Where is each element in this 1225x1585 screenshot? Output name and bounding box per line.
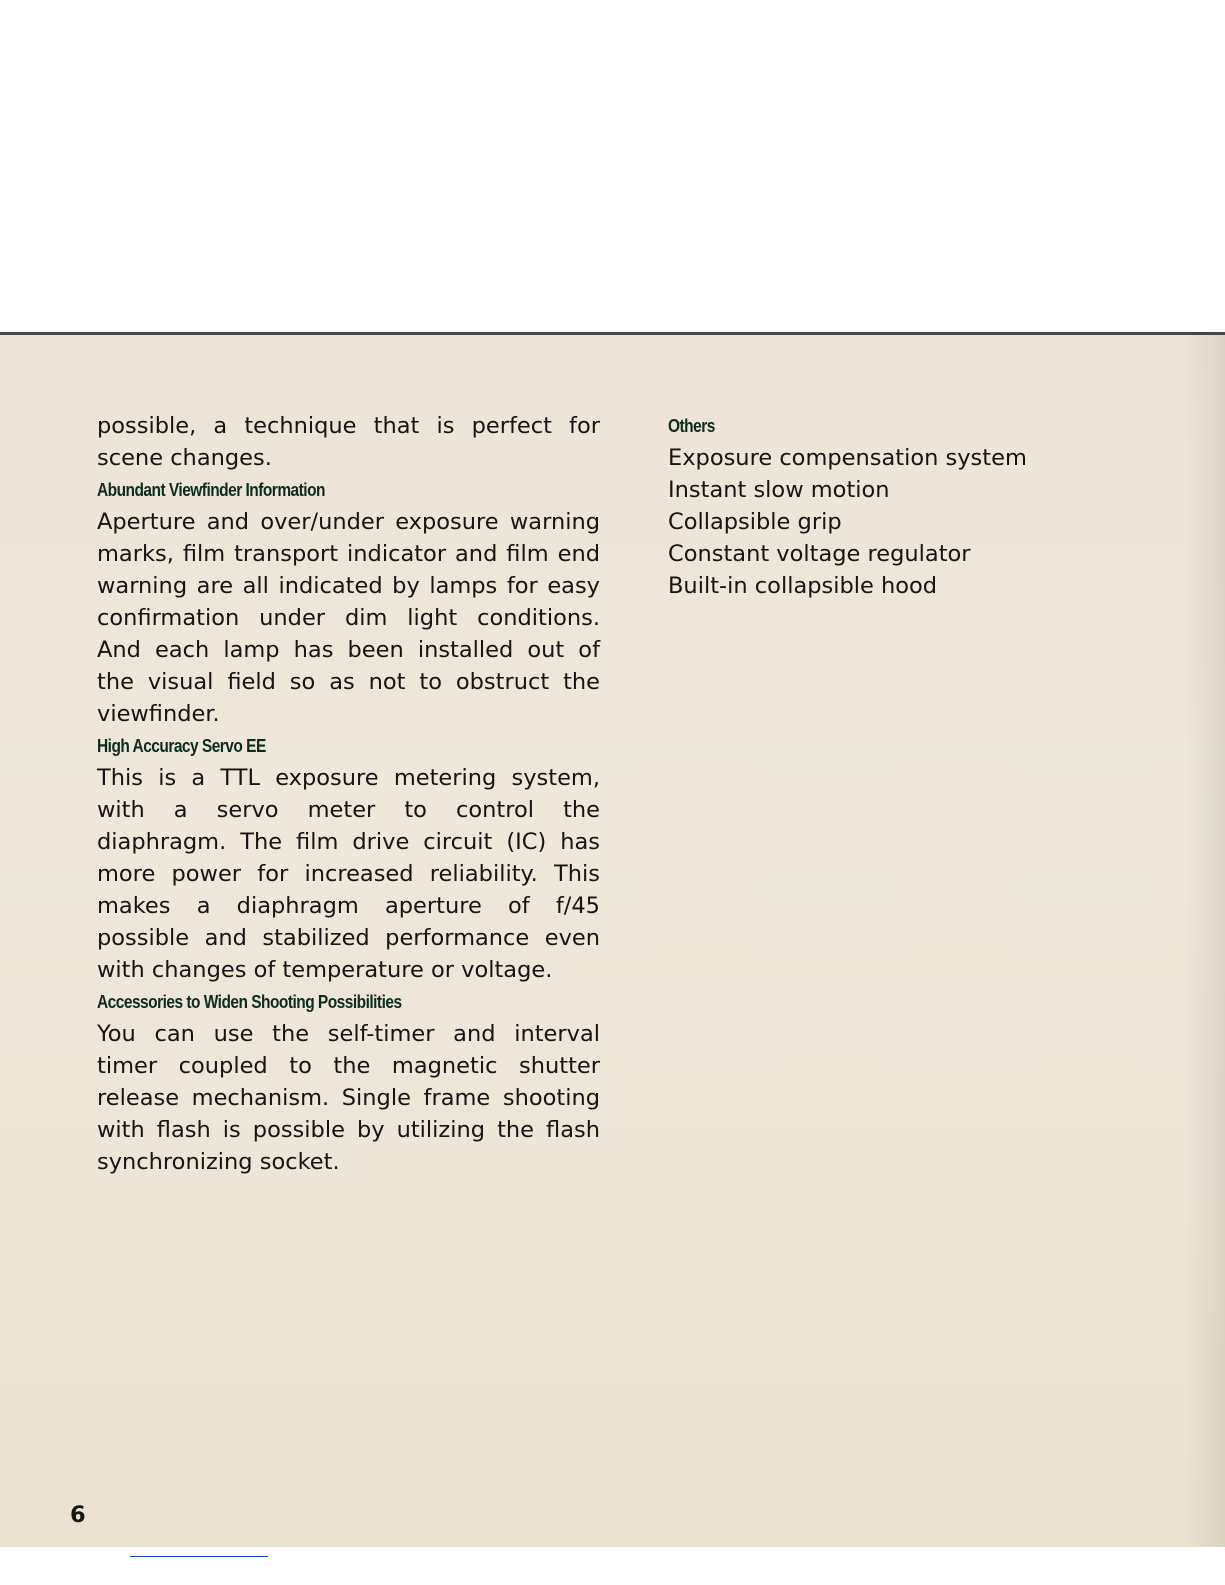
section-heading-accessories: Accessories to Widen Shooting Possibilities <box>97 992 402 1012</box>
link-underline <box>130 1556 268 1557</box>
page-number: 6 <box>70 1502 86 1528</box>
body-line: possible and stabilized performance even <box>97 925 600 951</box>
body-line: release mechanism. Single frame shooting <box>97 1085 600 1111</box>
body-line: the visual field so as not to obstruct the <box>97 669 600 695</box>
body-line: Aperture and over/under exposure warning <box>97 509 600 535</box>
section-heading-viewfinder: Abundant Viewfinder Information <box>97 480 325 500</box>
list-item: Exposure compensation system <box>668 445 1027 471</box>
body-line: This is a TTL exposure metering system, <box>97 765 600 791</box>
body-line: timer coupled to the magnetic shutter <box>97 1053 600 1079</box>
section-heading-servo-ee: High Accuracy Servo EE <box>97 736 266 756</box>
body-line: confirmation under dim light conditions. <box>97 605 600 631</box>
body-line: more power for increased reliability. This <box>97 861 600 887</box>
intro-line: scene changes. <box>97 445 272 471</box>
body-line: diaphragm. The film drive circuit (IC) has <box>97 829 600 855</box>
body-line: You can use the self-timer and interval <box>97 1021 600 1047</box>
body-line: And each lamp has been installed out of <box>97 637 600 663</box>
list-item: Constant voltage regulator <box>668 541 971 567</box>
body-line: synchronizing socket. <box>97 1149 340 1175</box>
list-item: Instant slow motion <box>668 477 890 503</box>
body-line: marks, film transport indicator and film end <box>97 541 600 567</box>
body-line: warning are all indicated by lamps for easy <box>97 573 600 599</box>
left-column <box>97 410 600 1178</box>
section-heading-others: Others <box>668 416 715 436</box>
body-line: with changes of temperature or voltage. <box>97 957 553 983</box>
body-line: with a servo meter to control the <box>97 797 600 823</box>
body-line: viewfinder. <box>97 701 220 727</box>
body-line: makes a diaphragm aperture of f/45 <box>97 893 600 919</box>
list-item: Built-in collapsible hood <box>668 573 938 599</box>
right-column <box>668 410 1188 602</box>
intro-line: possible, a technique that is perfect for <box>97 413 600 439</box>
scanned-page <box>0 332 1225 1547</box>
list-item: Collapsible grip <box>668 509 842 535</box>
body-line: with flash is possible by utilizing the flash <box>97 1117 600 1143</box>
